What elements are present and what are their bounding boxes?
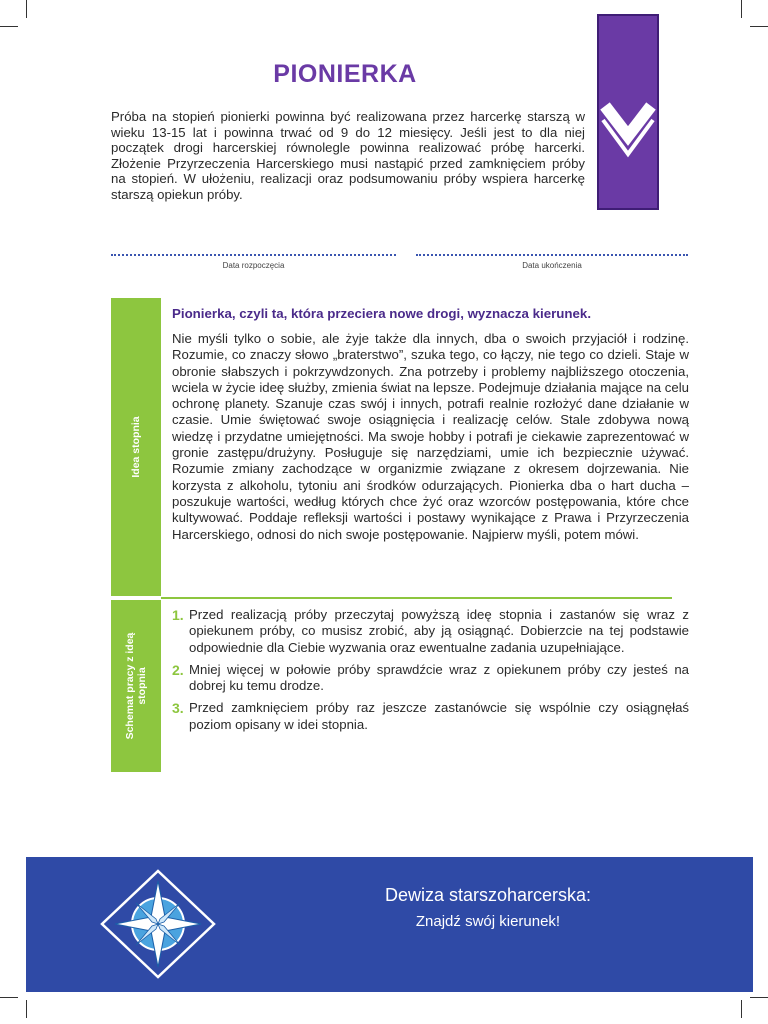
scheme-steps-list bbox=[172, 607, 689, 739]
step-text: Mniej więcej w połowie próby sprawdźcie wraz z opiekunem próby czy jesteś na dobrej ku temu drodze. bbox=[189, 661, 689, 694]
crop-mark bbox=[0, 26, 18, 27]
idea-band bbox=[111, 298, 161, 596]
motto-text: Znajdź swój kierunek! bbox=[415, 913, 561, 930]
end-date-line[interactable] bbox=[416, 254, 688, 256]
crop-mark bbox=[750, 997, 768, 998]
step-number: 1. bbox=[172, 607, 184, 623]
crop-mark bbox=[741, 0, 742, 18]
list-item bbox=[172, 662, 689, 695]
intro-paragraph: Próba na stopień pionierki powinna być realizowana przez harcerkę starszą w wieku 13-15 lat i powinna trwać od 9 do 12 miesięcy. Jeśli jest to dla niej początek drogi harcerskiej równolegle powinna realizować próbę harcerki. Złożenie Przyrzeczenia Harcerskiego musi nastąpić przed zamknięciem próby na stopień. W ułożeniu, realizacji oraz podsumowaniu próby wspiera harcerkę starszą opiekun próby. bbox=[111, 109, 585, 202]
section-divider bbox=[161, 597, 672, 599]
idea-band-label: Idea stopnia bbox=[130, 416, 142, 478]
page-title: PIONIERKA bbox=[273, 60, 417, 88]
crop-mark bbox=[0, 997, 18, 998]
step-number: 2. bbox=[172, 661, 184, 678]
crop-mark bbox=[750, 26, 768, 27]
chevron-down-icon bbox=[599, 16, 657, 208]
crop-mark bbox=[741, 1000, 742, 1018]
idea-heading: Pionierka, czyli ta, która przeciera nowe drogi, wyznacza kierunek. bbox=[172, 306, 592, 321]
start-date-line[interactable] bbox=[111, 254, 396, 256]
scheme-band-label-line1: Schemat pracy z ideą bbox=[124, 632, 136, 740]
crop-mark bbox=[26, 0, 27, 18]
scheme-band-label-line2: stopnia bbox=[136, 667, 148, 705]
motto-title: Dewiza starszoharcerska: bbox=[384, 885, 592, 905]
crop-mark bbox=[26, 1000, 27, 1018]
idea-body: Nie myśli tylko o sobie, ale żyje także dla innych, dba o swoich przyjaciół i rodzinę. Rozumie, co znaczy słowo „braterstwo”, szuka tego, co łączy, nie tego co dzieli. Staje w obronie słabszych i pokrzywdzonych. Zna potrzeby i problemy najbliższego otoczenia, wciela w życie ideę służby, zmienia świat na lepsze. Podejmuje działania mające na celu ochronę planety. Szanuje czas swój i innych, potrafi realnie rozłożyć dane działanie w czasie. Umie świętować swoje osiągnięcia i realizację celów. Stale zdobywa nową wiedzę i przydatne umiejętności. Ma swoje hobby i potrafi je ciekawie zaprezentować w gronie zastępu/drużyny. Posługuje się narzędziami, umie ich bezpiecznie używać. Rozumie zmiany zachodzące w organizmie związane z okresem dojrzewania. Nie korzysta z alkoholu, tytoniu ani środków odurzających. Pionierka dba o hart ducha – poszukuje wartości, według których chce żyć oraz wzorców postępowania, które chce kultywować. Poddaje refleksji wartości i postawy wynikające z Prawa i Przyrzeczenia Harcerskiego, odnosi do nich swoje postępowanie. Najpierw myśli, potem mówi. bbox=[172, 331, 689, 542]
start-date-label: Data rozpoczęcia bbox=[222, 261, 285, 270]
compass-star-icon bbox=[98, 867, 218, 982]
end-date-label: Data ukończenia bbox=[522, 261, 582, 270]
motto-footer bbox=[26, 857, 753, 992]
list-item bbox=[172, 700, 689, 733]
step-text: Przed realizacją próby przeczytaj powyższą ideę stopnia i zastanów się wraz z opiekunem próby, co musisz zrobić, aby ją osiągnąć. Dobierzcie na tej podstawie odpowiednie dla Ciebie wyzwania oraz ewentualne zadania uzupełniające. bbox=[189, 607, 689, 655]
scheme-band-label bbox=[124, 633, 148, 740]
scheme-band bbox=[111, 600, 161, 772]
step-text: Przed zamknięciem próby raz jeszcze zastanówcie się wspólnie czy osiągnęłaś poziom opisany w idei stopnia. bbox=[189, 700, 689, 732]
rank-chevron-badge bbox=[597, 14, 659, 210]
step-number: 3. bbox=[172, 700, 184, 717]
list-item bbox=[172, 607, 689, 656]
